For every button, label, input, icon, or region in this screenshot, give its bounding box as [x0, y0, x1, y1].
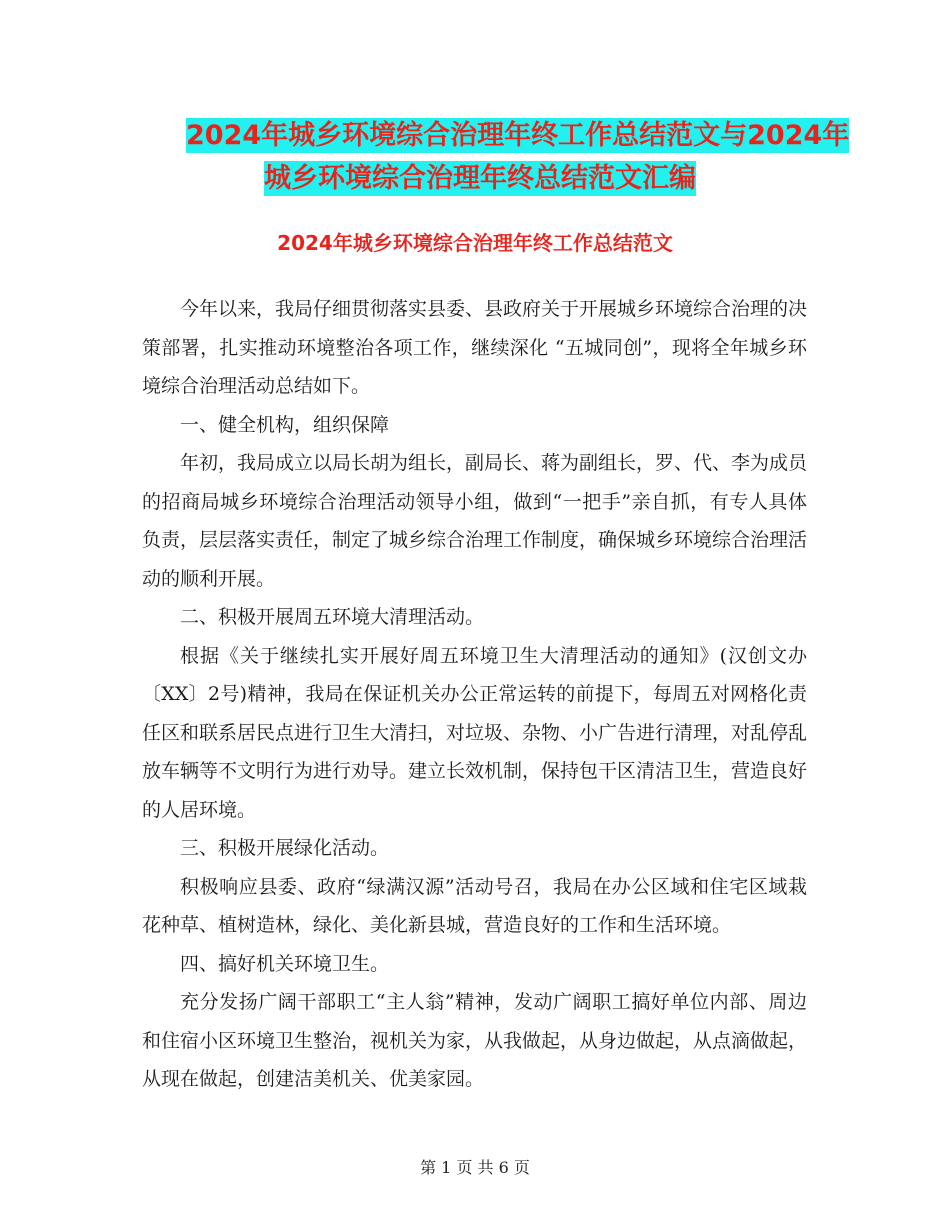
section-heading: 三、积极开展绿化活动。 [180, 837, 390, 859]
page-footer: 第 1 页 共 6 页 [420, 1158, 530, 1177]
section-heading: 二、积极开展周五环境大清理活动。 [180, 606, 485, 628]
paragraph: 年初，我局成立以局长胡为组长，副局长、蒋为副组长，罗、代、李为成员的招商局城乡环境综合治理活动领导小组，做到“一把手”亲自抓，有专人具体负责，层层落实责任，制定了城乡综合治理工作制度，确保城乡环境综合治理活动的顺利开展。 [142, 452, 808, 590]
section-heading: 四、搞好机关环境卫生。 [180, 952, 390, 975]
document-title-line-1 [186, 113, 886, 152]
paragraph: 今年以来，我局仔细贯彻落实县委、县政府关于开展城乡环境综合治理的决策部署，扎实推动环境整治各项工作，继续深化 “五城同创”，现将全年城乡环境综合治理活动总结如下。 [142, 298, 808, 397]
document-title-line-2 [264, 156, 950, 195]
title-highlight-2: 城乡环境综合治理年终总结范文汇编 [264, 163, 696, 194]
document-body [142, 290, 807, 1099]
section-title: 2024年城乡环境综合治理年终工作总结范文 [277, 231, 673, 255]
title-highlight-1: 2024年城乡环境综合治理年终工作总结范文与2024年 [186, 120, 850, 151]
section-heading: 一、健全机构，组织保障 [180, 413, 390, 436]
paragraph: 根据《关于继续扎实开展好周五环境卫生大清理活动的通知》(汉创文办〔XX〕2号)精神，我局在保证机关办公正常运转的前提下，每周五对网格化责任区和联系居民点进行卫生大清扫，对垃圾、杂物、小广告进行清理，对乱停乱放车辆等不文明行为进行劝导。建立长效机制，保持包干区清洁卫生，营造良好的人居环境。 [142, 644, 808, 821]
paragraph: 积极响应县委、政府“绿满汉源”活动号召，我局在办公区域和住宅区域栽花种草、植树造林，绿化、美化新县城，营造良好的工作和生活环境。 [142, 875, 807, 936]
paragraph: 充分发扬广阔干部职工“主人翁”精神，发动广阔职工搞好单位内部、周边和住宿小区环境卫生整治，视机关为家，从我做起，从身边做起，从点滴做起，从现在做起，创建洁美机关、优美家园。 [142, 991, 808, 1090]
